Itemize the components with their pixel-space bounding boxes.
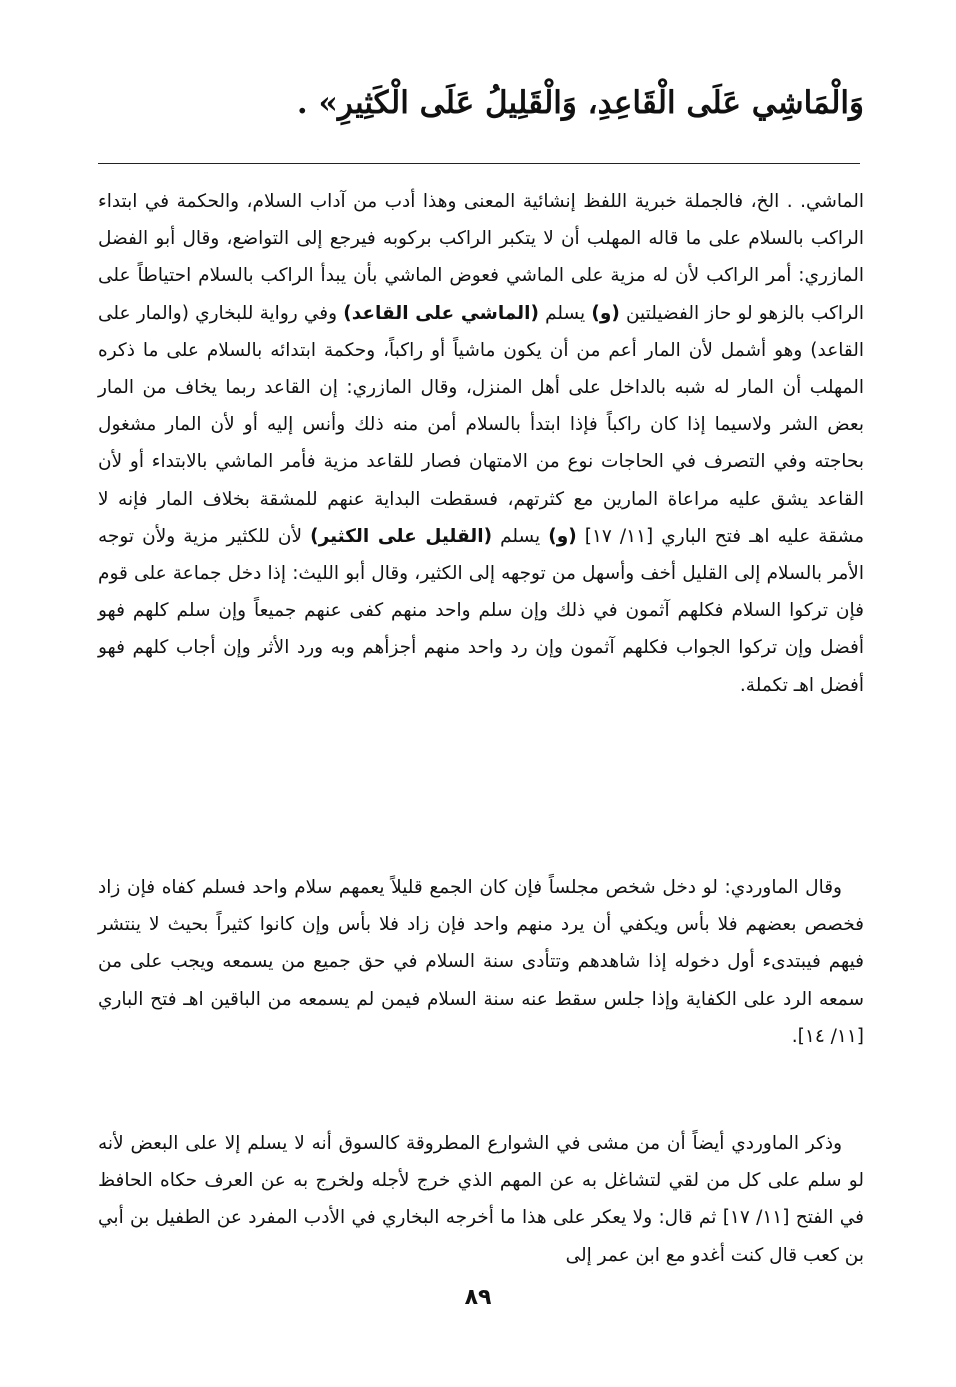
- bold-term: (الماشي على القاعد): [343, 302, 539, 324]
- commentary-paragraph-1: [98, 183, 864, 704]
- commentary-text: لأن للكثير مزية ولأن توجه الأمر بالسلام إلى القليل أخف وأسهل من توجهه إلى الكثير، وقال أبو الليث: إذا دخل جماعة على قوم فإن تركوا السلام فكلهم آثمون في ذلك وإن سلم واحد منهم كفى عنهم جميعاً وإن سلم كلهم فهو أفضل وإن تركوا الجواب فكلهم آثمون وإن رد واحد منهم أجزأهم وبه ورد الأثر وإن أجاب كلهم فهو أفضل اهـ تكملة.: [98, 525, 864, 696]
- page-number: ٨٩: [464, 1285, 492, 1310]
- hadith-text: وَالْمَاشِي عَلَى الْقَاعِدِ، وَالْقَلِيلُ عَلَى الْكَثِيرِ» .: [296, 85, 864, 121]
- commentary-paragraph-3: وذكر الماوردي أيضاً أن من مشى في الشوارع المطروقة كالسوق أنه لا يسلم إلا على البعض لأنه لو سلم على كل من لقي لتشاغل به عن المهم الذي خرج لأجله ولخرج به عن العرف حكاه الحافظ في الفتح [١١/ ١٧] ثم قال: ولا يعكر على هذا ما أخرجه البخاري في الأدب المفرد عن الطفيل بن أبي بن كعب قال كنت أغدو مع ابن عمر إلى: [98, 1133, 865, 1266]
- commentary-paragraph-2: وقال الماوردي: لو دخل شخص مجلساً فإن كان الجمع قليلاً يعمهم سلام واحد فسلم كفاه فإن زاد فخصص بعضهم فلا بأس ويكفي أن يرد منهم واحد فإن زاد فلا بأس وإن كانوا كثيراً بحيث لا ينتشر فيهم فيبتدىء أول دخوله إذا شاهدهم وتتأدى سنة السلام في حق جميع من يسمعه ويجب على من سمعه الرد على الكفاية وإذا جلس سقط عنه سنة السلام فيمن لم يسمعه من الباقين اهـ فتح الباري [١١/ ١٤].: [98, 877, 864, 1047]
- commentary-text: الماشي. . الخ، فالجملة خبرية اللفظ إنشائية المعنى وهذا أدب من آداب السلام، والحكمة في ابتداء الراكب بالسلام على ما قاله المهلب أن لا يتكبر الراكب بركوبه فيرجع إلى التواضع، وقال أبو الفضل المازري: أمر الراكب لأن له مزية على الماشي فعوض الماشي بأن يبدأ الراكب بالسلام احتياطاً على الراكب بالزهو لو حاز الفضيلتين: [98, 191, 865, 324]
- commentary-text: يسلم: [538, 302, 592, 324]
- bold-term: (القليل على الكثير): [310, 525, 493, 547]
- bold-term: (و): [591, 302, 620, 324]
- commentary-text: يسلم: [492, 525, 549, 547]
- separator-rule: [98, 163, 860, 164]
- bold-term: (و): [548, 525, 577, 547]
- commentary-text: وفي رواية للبخاري (والمار على القاعد) وهو أشمل لأن المار أعم من أن يكون ماشياً أو راكباً، وحكمة ابتدائه بالسلام على ما ذكره المهلب أن المار له شبه بالداخل على أهل المنزل، وقال المازري: إن القاعد ربما يخاف من المار بعض الشر ولاسيما إذا كان راكباً فإذا ابتدأ بالسلام أمن منه ذلك وأنس إليه أو لأن المار مشغول بحاجته وفي التصرف في الحاجات نوع من الامتهان فصار للقاعد مزية فأمر الماشي بالابتداء أو لأن القاعد يشق عليه مراعاة المارين مع كثرتهم، فسقطت البداية عنهم للمشقة بخلاف المار فإنه لا مشقة عليه اهـ فتح الباري [١١/ ١٧]: [98, 302, 864, 547]
